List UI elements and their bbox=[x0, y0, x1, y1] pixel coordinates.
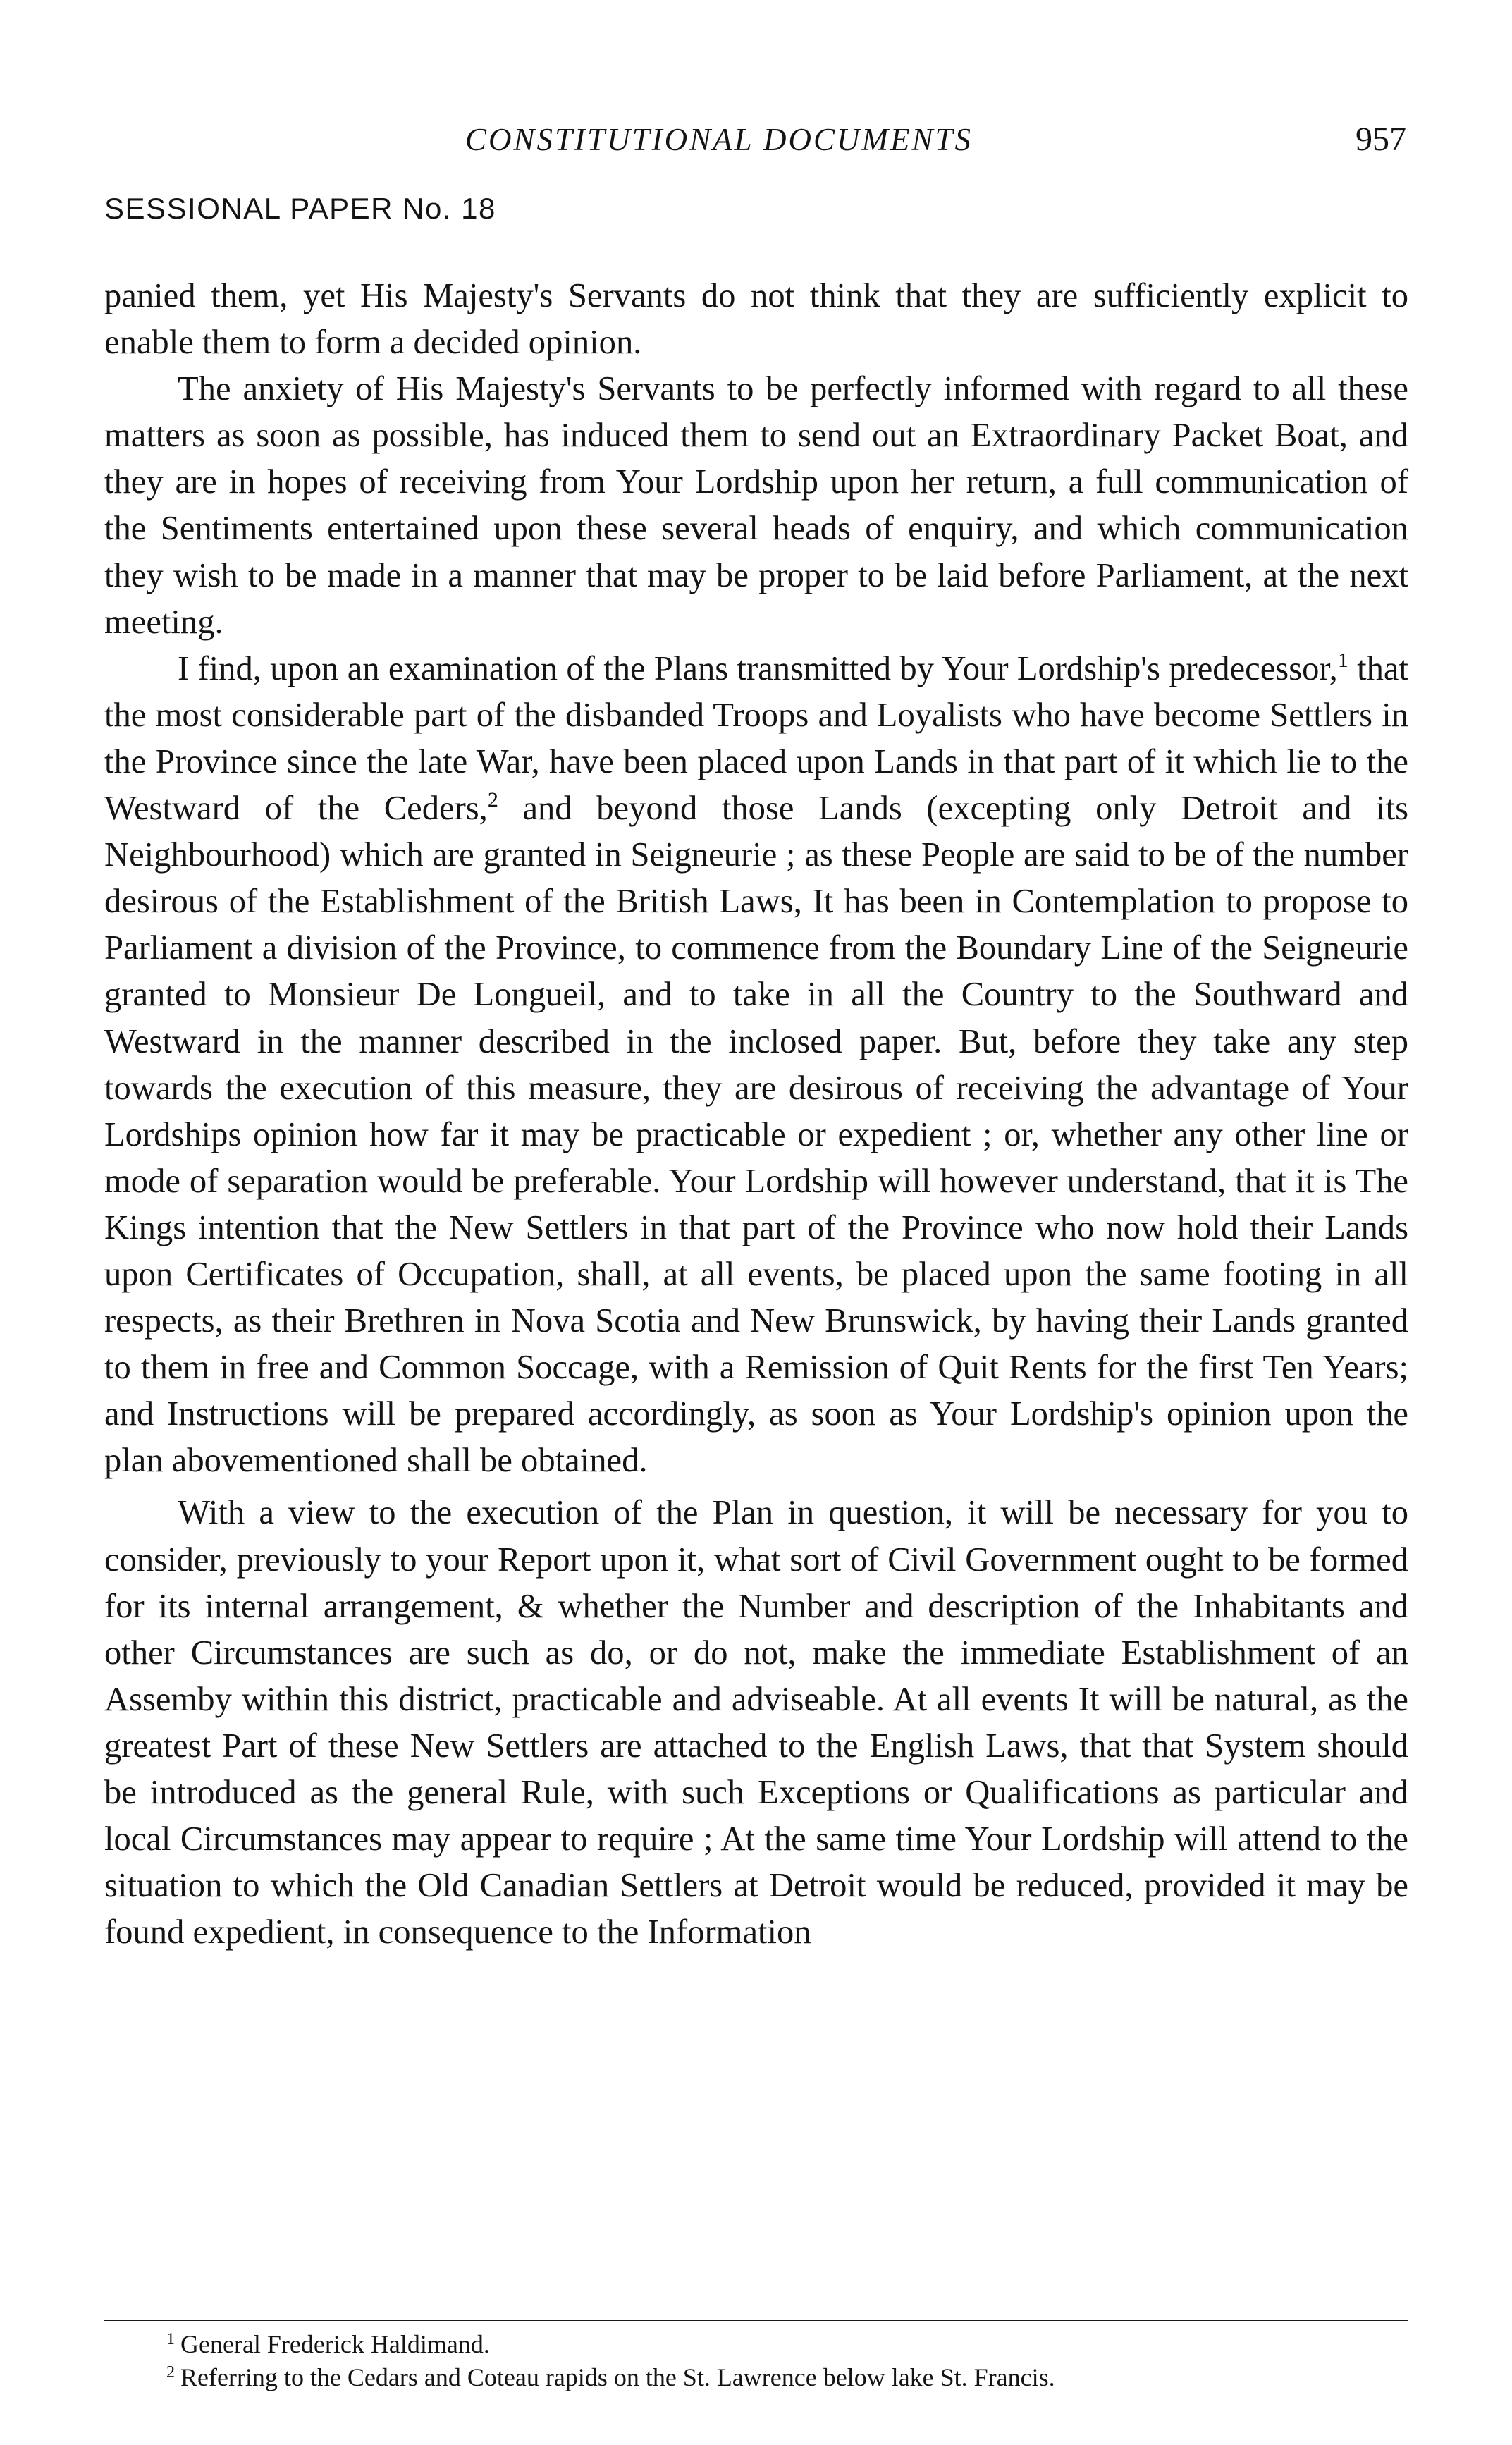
paragraph-3-part-2: that the most considerable part of the disbanded Troops and Loyalists who have become Settlers in the Province since the late War, have been placed upon Lands in that part of it which lie to the Westward of the Ceders, bbox=[104, 649, 1409, 828]
paragraph-2: The anxiety of His Majesty's Servants to be perfectly informed with regard to all these matters as soon as possible, has induced them to send out an Extraordinary Packet Boat, and they are in hopes of receiving from Your Lordship upon her return, a full communication of the Sentiments entertained upon these several heads of enquiry, and which communication they wish to be made in a manner that may be proper to be laid before Parliament, at the next meeting. bbox=[104, 369, 1408, 641]
footnote-reference-2: 2 bbox=[487, 788, 498, 812]
paragraph-3-part-1: I find, upon an examination of the Plans transmitted by Your Lordship's predecessor, bbox=[178, 649, 1338, 687]
footnote-divider bbox=[104, 2320, 1408, 2321]
footnote-1 bbox=[166, 2328, 1407, 2361]
footnote-mark: 2 bbox=[166, 2363, 175, 2382]
page-number: 957 bbox=[1356, 121, 1406, 158]
footnote-text: General Frederick Haldimand. bbox=[180, 2330, 490, 2358]
body-text bbox=[104, 272, 1408, 1955]
running-header bbox=[0, 118, 1512, 161]
paragraph-3 bbox=[104, 645, 1408, 1484]
footnote-reference-1: 1 bbox=[1337, 648, 1348, 672]
running-title: CONSTITUTIONAL DOCUMENTS bbox=[465, 122, 973, 157]
footnote-mark: 1 bbox=[166, 2330, 175, 2348]
paragraph-1: panied them, yet His Majesty's Servants do not think that they are sufficiently explicit to enable them to form a decided opinion. bbox=[104, 276, 1408, 362]
sessional-paper-label: SESSIONAL PAPER No. 18 bbox=[104, 192, 496, 225]
footnotes bbox=[166, 2328, 1407, 2394]
paragraph-4: With a view to the execution of the Plan in question, it will be necessary for you to consider, previously to your Report upon it, what sort of Civil Government ought to be formed for its internal arrangement, & whether the Number and description of the Inhabitants and other Circumstances are such as do, or do not, make the immediate Establishment of an Assemby within this district, practicable and adviseable. At all events It will be natural, as the greatest Part of these New Settlers are attached to the English Laws, that that System should be introduced as the general Rule, with such Exceptions or Qualifications as particular and local Circumstances may appear to require ; At the same time Your Lordship will attend to the situation to which the Old Canadian Settlers at Detroit would be reduced, provided it may be found expedient, in consequence to the Information bbox=[104, 1493, 1408, 1951]
footnote-2 bbox=[166, 2361, 1407, 2394]
paragraph-3-part-3: and beyond those Lands (excepting only Detroit and its Neighbourhood) which are granted in Seigneurie ; as these People are said to be of the number desirous of the Establishment of the British Laws, It has been in Contemplation to propose to Parliament a division of the Province, to commence from the Boundary Line of the Seigneurie granted to Monsieur De Longueil, and to take in all the Country to the Southward and Westward in the manner described in the inclosed paper. But, before they take any step towards the execution of this measure, they are desirous of receiving the advantage of Your Lordships opinion how far it may be practicable or expedient ; or, whether any other line or mode of separation would be preferable. Your Lordship will however understand, that it is The Kings intention that the New Settlers in that part of the Province who now hold their Lands upon Certificates of Occupation, shall, at all events, be placed upon the same footing in all respects, as their Brethren in Nova Scotia and New Brunswick, by having their Lands granted to them in free and Common Soccage, with a Remission of Quit Rents for the first Ten Years; and Instructions will be prepared accordingly, as soon as Your Lordship's opinion upon the plan abovementioned shall be obtained. bbox=[104, 789, 1408, 1480]
footnote-text: Referring to the Cedars and Coteau rapids on the St. Lawrence below lake St. Francis. bbox=[180, 2363, 1055, 2391]
